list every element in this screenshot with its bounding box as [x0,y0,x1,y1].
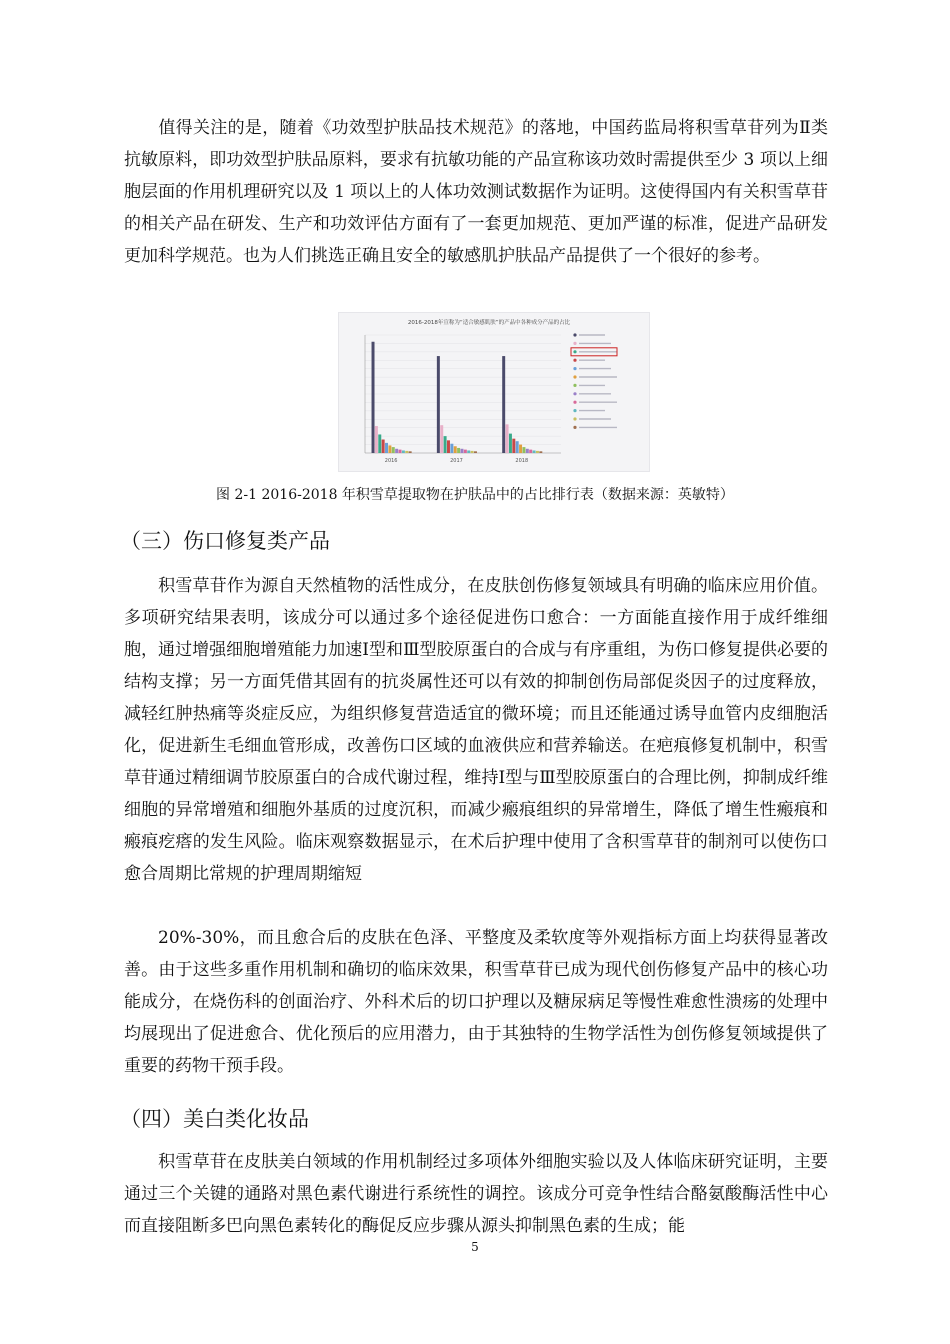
chart-title: 2016-2018年宣称为“适合敏感肌肤”的产品中各种成分产品的占比 [407,320,571,326]
paragraph-regulation: 值得关注的是，随着《功效型护肤品技术规范》的落地，中国药监局将积雪草苷列为Ⅱ类抗敏原料，即功效型护肤品原料，要求有抗敏功能的产品宣称该功效时需提供至少 3 项以上细胞层面的作用机理研究以及 1 项以上的人体功效测试数据作为证明。这使得国内有关积雪草苷的相关产品在研发、生产和功效评估方面有了一套更加规范、更加严谨的标准，促进产品研发更加科学规范。也为人们挑选正确且安全的敏感肌护肤品产品提供了一个很好的参考。 [124,118,828,266]
bar [467,450,470,453]
bar [392,447,395,453]
legend-swatch [573,350,576,353]
bar [450,444,453,453]
paragraph-wound-repair: 积雪草苷作为源自天然植物的活性成分，在皮肤创伤修复领域具有明确的临床应用价值。多项研究结果表明，该成分可以通过多个途径促进伤口愈合：一方面能直接作用于成纤维细胞，通过增强细胞增殖能力加速Ⅰ型和Ⅲ型胶原蛋白的合成与有序重组，为伤口修复提供必要的结构支撑；另一方面凭借其固有的抗炎属性还可以有效的抑制创伤局部促炎因子的过度释放，减轻红肿热痛等炎症反应，为组织修复营造适宜的微环境；而且还能通过诱导血管内皮细胞活化，促进新生毛细血管形成，改善伤口区域的血液供应和营养输送。在疤痕修复机制中，积雪草苷通过精细调节胶原蛋白的合成代谢过程，维持Ⅰ型与Ⅲ型胶原蛋白的合理比例，抑制成纤维细胞的异常增殖和细胞外基质的过度沉积，而减少瘢痕组织的异常增生，降低了增生性瘢痕和瘢痕疙瘩的发生风险。临床观察数据显示，在术后护理中使用了含积雪草苷的制剂可以使伤口愈合周期比常规的护理周期缩短 [124,576,828,884]
section-heading-whitening: （四）美白类化妆品 [120,1107,309,1131]
bar [402,450,405,453]
page-number: 5 [471,1240,479,1254]
bar [516,441,519,453]
bar [522,447,525,453]
x-tick-label: 2016 [384,458,398,464]
legend-swatch [573,333,576,336]
legend-swatch [573,342,576,345]
section-heading-wound-repair: （三）伤口修复类产品 [120,529,330,553]
bar [526,449,529,453]
legend-swatch [573,367,576,370]
bar [506,424,509,453]
legend-swatch [573,409,576,412]
bar [502,356,505,453]
bar [395,449,398,453]
legend-swatch [573,375,576,378]
bar [388,445,391,453]
bar [409,451,412,453]
bar [375,426,378,453]
legend-swatch [573,384,576,387]
paragraph-whitening: 积雪草苷在皮肤美白领域的作用机制经过多项体外细胞实验以及人体临床研究证明，主要通过三个关键的通路对黑色素代谢进行系统性的调控。该成分可竞争性结合酪氨酸酶活性中心而直接阻断多巴向黑色素转化的酶促反应步骤从源头抑制黑色素的生成；能 [124,1152,828,1236]
paragraph-clinical-effect: 20%-30%，而且愈合后的皮肤在色泽、平整度及柔软度等外观指标方面上均获得显著改善。由于这些多重作用机制和确切的临床效果，积雪草苷已成为现代创伤修复产品中的核心功能成分，在烧伤科的创面治疗、外科术后的切口护理以及糖尿病足等慢性难愈性溃疡的处理中均展现出了促进愈合、优化预后的应用潜力，由于其独特的生物学活性为创伤修复领域提供了重要的药物干预手段。 [124,928,828,1076]
bar [405,451,408,453]
bar [519,445,522,453]
bar [471,451,474,453]
bar [539,451,542,453]
chart-figure [338,312,650,472]
legend-swatch [573,426,576,429]
bar [460,449,463,453]
bar [536,451,539,453]
bar [385,443,388,453]
bar [454,446,457,453]
bar [509,434,512,453]
x-tick-label: 2018 [515,458,529,464]
legend-swatch [573,401,576,404]
figure-caption: 图 2-1 2016-2018 年积雪草提取物在护肤品中的占比排行表（数据来源：英敏特） [216,487,734,503]
bar [464,450,467,453]
bar [474,451,477,453]
bar [447,440,450,453]
legend-swatch [573,359,576,362]
bar [512,439,515,453]
legend-swatch [573,392,576,395]
bar-chart [339,313,649,471]
bar [533,450,536,453]
bar [382,440,385,453]
x-tick-label: 2017 [450,458,463,464]
bar [437,356,440,453]
bar [378,434,381,453]
bar [399,450,402,453]
legend-swatch [573,417,576,420]
bar [444,436,447,453]
bar [440,425,443,453]
bar [529,450,532,453]
bar [457,448,460,453]
bar [372,342,375,453]
